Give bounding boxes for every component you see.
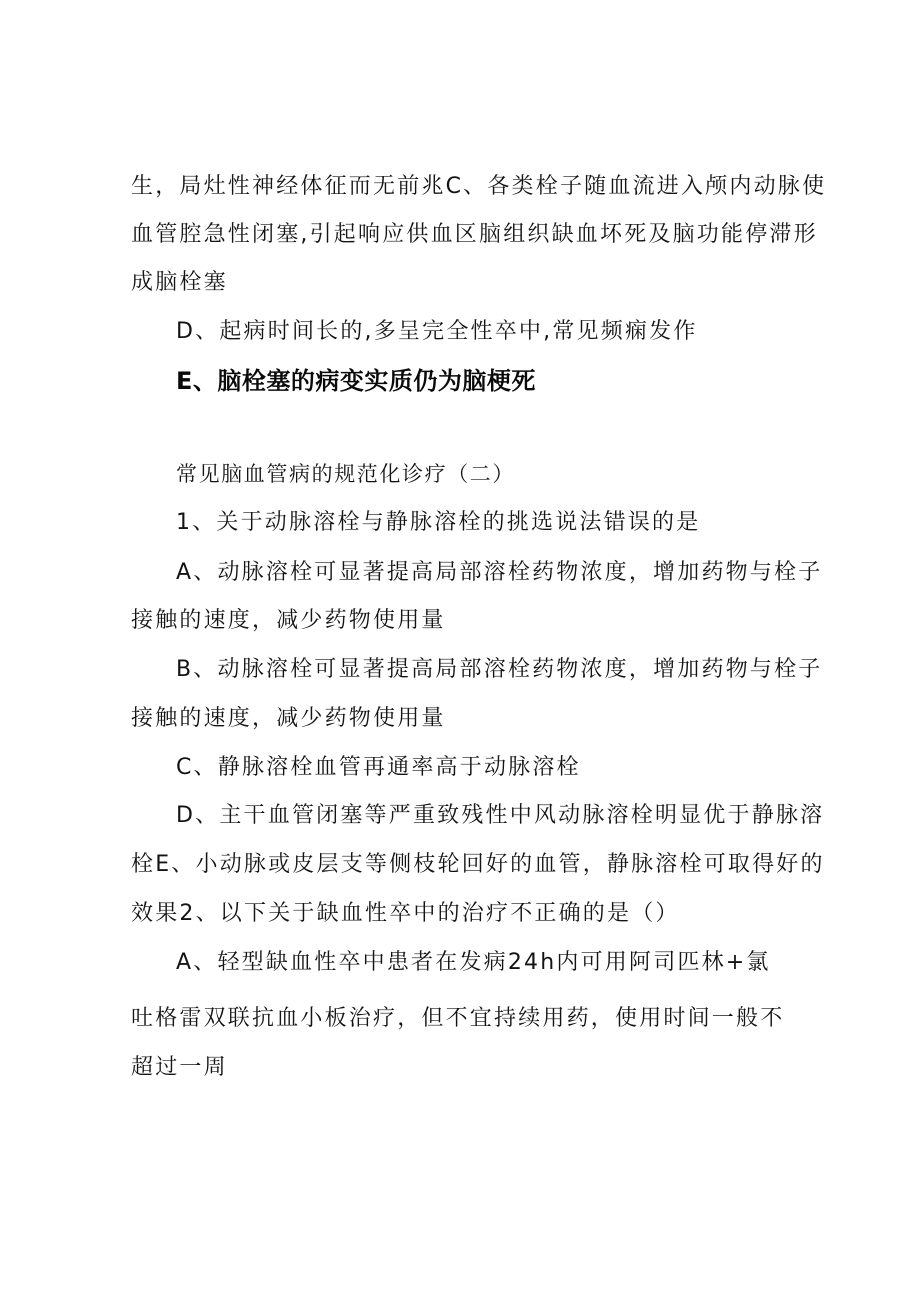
- q1-option-d-line-1: D、主干血管闭塞等严重致残性中风动脉溶栓明显优于静脉溶: [176, 803, 825, 828]
- q1-option-b-line-1: B、动脉溶栓可显著提高局部溶栓药物浓度，增加药物与栓子: [176, 657, 823, 682]
- q2-option-a-line-3: 超过一周: [131, 1055, 228, 1080]
- q2-option-a-line-2: 吐格雷双联抗血小板治疗，但不宜持续用药，使用时间一般不: [131, 1006, 785, 1031]
- q1-option-c: C、静脉溶栓血管再通率高于动脉溶栓: [176, 755, 581, 780]
- text-line-1: 生，局灶性神经体征而无前兆C、各类栓子随血流进入颅内动脉使: [131, 174, 827, 199]
- section-title: 常见脑血管病的规范化诊疗（二）: [176, 462, 515, 486]
- question-2: 效果2、以下关于缺血性卒中的治疗不正确的是（）: [131, 901, 680, 926]
- text-line-3: 成脑栓塞: [131, 270, 228, 295]
- question-1: 1、关于动脉溶栓与静脉溶栓的挑选说法错误的是: [176, 510, 701, 535]
- q1-option-b-line-2: 接触的速度，减少药物使用量: [131, 706, 446, 731]
- text-line-2: 血管腔急性闭塞,引起响应供血区脑组织缺血坏死及脑功能停滞形: [131, 222, 818, 247]
- option-d-line: D、起病时间长的,多呈完全性卒中,常见频痫发作: [176, 319, 698, 344]
- q1-option-d-line-2: 栓E、小动脉或皮层支等侧枝轮回好的血管，静脉溶栓可取得好的: [131, 852, 825, 877]
- q1-option-a-line-1: A、动脉溶栓可显著提高局部溶栓药物浓度，增加药物与栓子: [176, 560, 823, 585]
- q1-option-a-line-2: 接触的速度，减少药物使用量: [131, 608, 446, 633]
- q2-option-a-line-1: A、轻型缺血性卒中患者在发病24h内可用阿司匹林+氯: [176, 950, 771, 975]
- option-e-line: E、脑栓塞的病变实质仍为脑梗死: [176, 367, 536, 395]
